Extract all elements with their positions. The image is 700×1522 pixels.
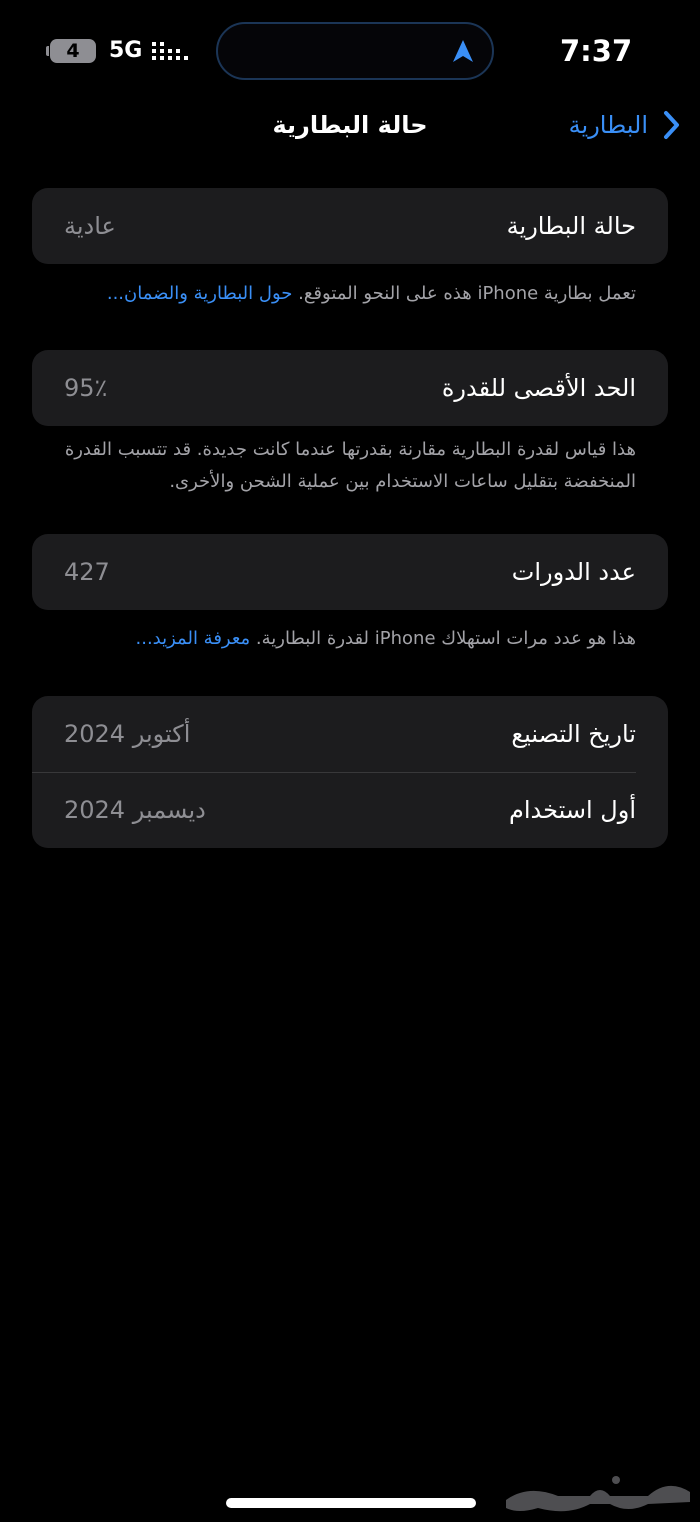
clock: 7:37 [560, 34, 633, 68]
cycle-count-footnote [62, 623, 636, 655]
chevron-right-icon [662, 109, 682, 141]
battery-warranty-link[interactable]: حول البطارية والضمان... [106, 283, 293, 304]
back-button-label: البطارية [568, 111, 648, 139]
battery-icon [50, 39, 96, 63]
battery-health-card [32, 188, 668, 264]
status-bar [0, 0, 700, 100]
haraj-watermark-logo [498, 1470, 698, 1520]
page-title: حالة البطارية [272, 111, 428, 139]
home-indicator[interactable] [226, 1498, 476, 1508]
cycle-count-value: 427 [64, 558, 110, 586]
max-capacity-footnote-text: هذا قياس لقدرة البطارية مقارنة بقدرتها عندما كانت جديدة. قد تتسبب القدرة المنخفضة بتقليل ساعات الاستخدام بين عملية الشحن والأخرى. [64, 439, 636, 492]
manufacture-date-row [32, 696, 668, 772]
manufacture-date-value: أكتوبر 2024 [64, 720, 191, 748]
signal-bars-icon [150, 40, 190, 64]
max-capacity-label: الحد الأقصى للقدرة [441, 374, 636, 402]
max-capacity-footnote [62, 434, 636, 498]
battery-nub [46, 46, 49, 56]
max-capacity-card [32, 350, 668, 426]
navigation-bar [0, 100, 700, 152]
first-use-value: ديسمبر 2024 [64, 796, 206, 824]
location-arrow-icon [450, 38, 476, 64]
battery-health-label: حالة البطارية [506, 212, 636, 240]
battery-health-row [32, 188, 668, 264]
back-button[interactable] [569, 108, 682, 142]
battery-level: 4 [66, 40, 80, 62]
battery-health-footnote-text: تعمل بطارية iPhone هذه على النحو المتوقع. [298, 283, 636, 304]
network-type: 5G [109, 38, 143, 63]
cycle-count-row [32, 534, 668, 610]
battery-health-value: عادية [64, 212, 116, 240]
cycle-count-card [32, 534, 668, 610]
max-capacity-row [32, 350, 668, 426]
battery-health-footnote [62, 278, 636, 310]
first-use-label: أول استخدام [509, 796, 636, 824]
first-use-row [32, 772, 668, 848]
learn-more-link[interactable]: معرفة المزيد... [135, 628, 251, 649]
dates-card [32, 696, 668, 848]
cycle-count-label: عدد الدورات [511, 558, 636, 586]
max-capacity-value: 95٪ [64, 374, 108, 402]
manufacture-date-label: تاريخ التصنيع [511, 720, 636, 748]
cycle-count-footnote-text: هذا هو عدد مرات استهلاك iPhone لقدرة البطارية. [255, 628, 636, 649]
